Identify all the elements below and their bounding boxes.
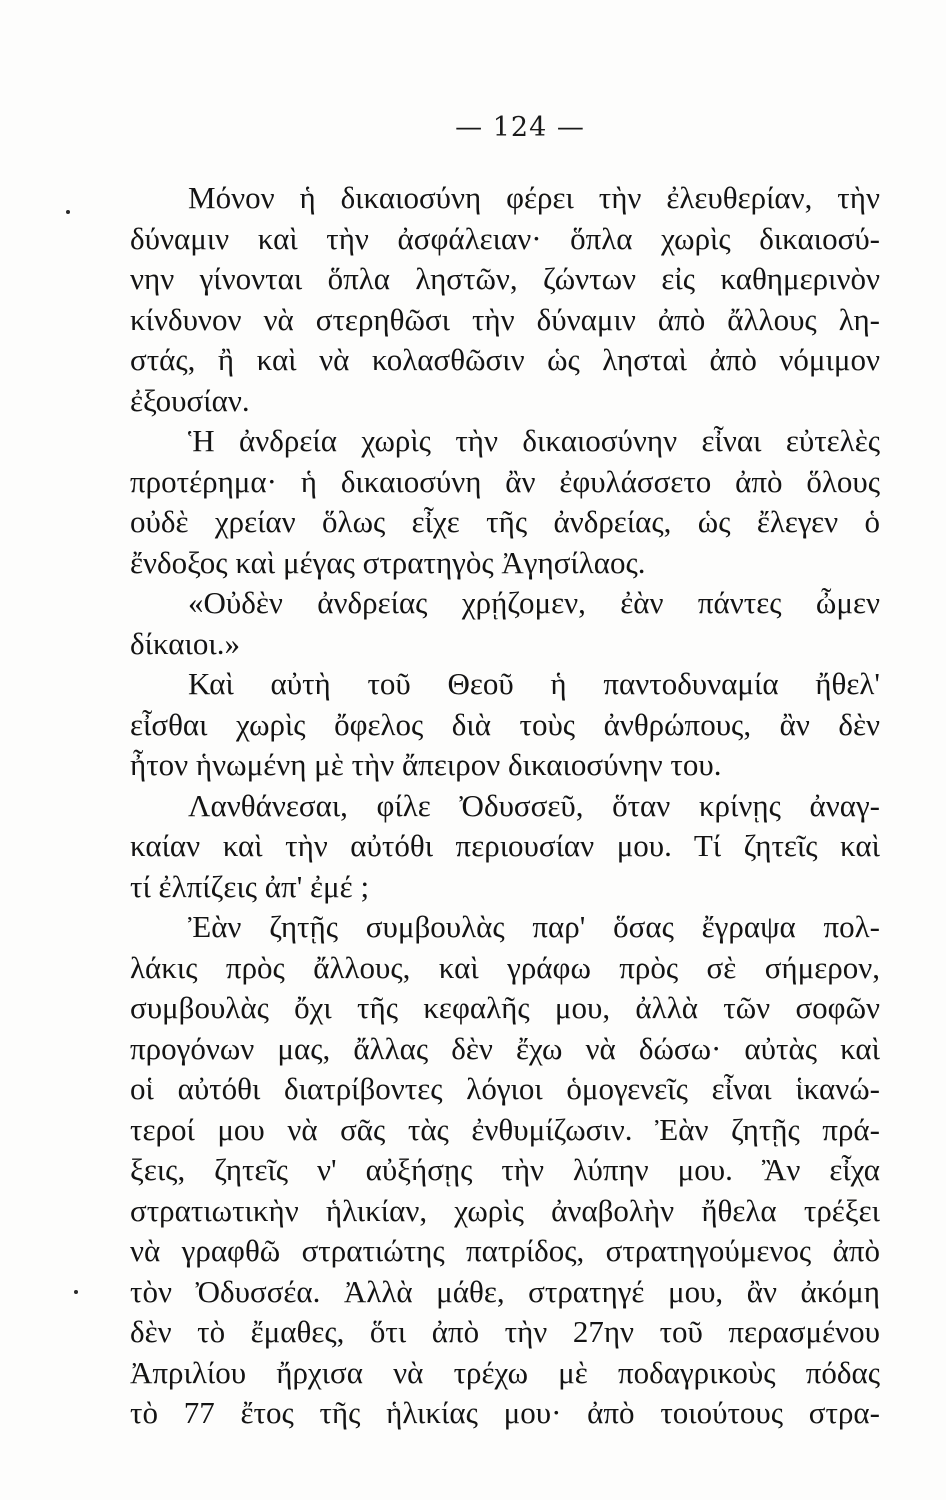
text-line: ἦτον ἡνωμένη μὲ τὴν ἄπειρον δικαιοσύνην του. (130, 747, 722, 782)
text-line: τὸ 77 ἔτος τῆς ἡλικίας μου· ἀπὸ τοιούτους στρα- (130, 1395, 880, 1430)
body-text (130, 178, 880, 1434)
text-line: καίαν καὶ τὴν αὐτόθι περιουσίαν μου. Τί ζητεῖς καὶ (130, 828, 880, 863)
text-line: οἱ αὐτόθι διατρίβοντες λόγιοι ὁμογενεῖς εἶναι ἱκανώ- (130, 1071, 880, 1106)
text-line: Μόνον ἡ δικαιοσύνη φέρει τὴν ἐλευθερίαν, τὴν (188, 180, 880, 215)
text-line: Ἡ ἀνδρεία χωρὶς τὴν δικαιοσύνην εἶναι εὐτελὲς (188, 423, 880, 458)
text-line: οὐδὲ χρείαν ὅλως εἶχε τῆς ἀνδρείας, ὡς ἔλεγεν ὁ (130, 504, 880, 539)
text-line: Καὶ αὐτὴ τοῦ Θεοῦ ἡ παντοδυναμία ἤθελ' (188, 666, 880, 701)
text-line: Ἀπριλίου ἤρχισα νὰ τρέχω μὲ ποδαγρικοὺς πόδας (130, 1354, 880, 1390)
text-line: προγόνων μας, ἄλλας δὲν ἔχω νὰ δώσω· αὐτὰς καὶ (130, 1030, 880, 1066)
text-line: ἐξουσίαν. (130, 382, 250, 418)
text-line: νην γίνονται ὅπλα ληστῶν, ζώντων εἰς καθημερινὸν (130, 261, 880, 296)
text-line: δύναμιν καὶ τὴν ἀσφάλειαν· ὅπλα χωρὶς δικαιοσύ- (130, 220, 880, 256)
text-line: εἶσθαι χωρὶς ὄφελος διὰ τοὺς ἀνθρώπους, ἂν δὲν (130, 706, 880, 742)
text-line: Ἐὰν ζητῇς συμβουλὰς παρ' ὅσας ἔγραψα πολ- (188, 909, 880, 944)
text-line: συμβουλὰς ὄχι τῆς κεφαλῆς μου, ἀλλὰ τῶν σοφῶν (130, 990, 880, 1025)
text-line: λάκις πρὸς ἄλλους, καὶ γράφω πρὸς σὲ σήμερον, (130, 949, 880, 985)
text-line: δίκαιοι.» (130, 625, 240, 661)
text-line: στρατιωτικὴν ἡλικίαν, χωρὶς ἀναβολὴν ἤθελα τρέξει (130, 1192, 880, 1228)
text-line: τὸν Ὀδυσσέα. Ἀλλὰ μάθε, στρατηγέ μου, ἂν ἀκόμη (130, 1273, 880, 1309)
page-number: — 124 — (455, 112, 585, 143)
text-line: στάς, ἢ καὶ νὰ κολασθῶσιν ὡς λησταὶ ἀπὸ νόμιμον (130, 342, 880, 377)
text-line: «Οὐδὲν ἀνδρείας χρῄζομεν, ἐὰν πάντες ὦμεν (188, 585, 880, 620)
text-line: Λανθάνεσαι, φίλε Ὀδυσσεῦ, ὅταν κρίνῃς ἀναγ- (188, 787, 880, 823)
ink-speck (66, 210, 70, 214)
text-line: νὰ γραφθῶ στρατιώτης πατρίδος, στρατηγούμενος ἀπὸ (130, 1233, 880, 1268)
text-line: ἔνδοξος καὶ μέγας στρατηγὸς Ἀγησίλαος. (130, 544, 646, 580)
text-line: τεροί μου νὰ σᾶς τὰς ἐνθυμίζωσιν. Ἐὰν ζητῇς πρά- (130, 1111, 880, 1147)
ink-speck (74, 1290, 78, 1294)
text-line: κίνδυνον νὰ στερηθῶσι τὴν δύναμιν ἀπὸ ἄλλους λη- (130, 301, 880, 337)
text-line: προτέρημα· ἡ δικαιοσύνη ἂν ἐφυλάσσετο ἀπὸ ὅλους (130, 463, 880, 499)
text-line: τί ἐλπίζεις ἀπ' ἐμέ ; (130, 868, 370, 904)
text-line: ξεις, ζητεῖς ν' αὐξήσῃς τὴν λύπην μου. Ἂν εἶχα (130, 1152, 880, 1187)
text-line: δὲν τὸ ἔμαθες, ὅτι ἀπὸ τὴν 27ην τοῦ περασμένου (130, 1314, 880, 1349)
